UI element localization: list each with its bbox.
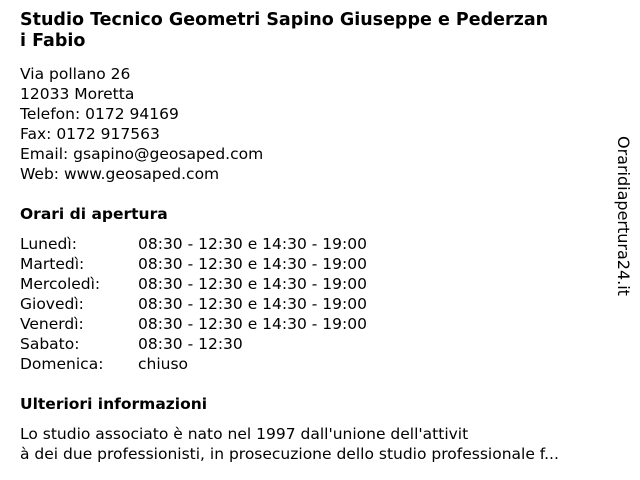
hours-time-value: chiuso — [138, 355, 189, 373]
fax-number: Fax: 0172 917563 — [20, 125, 160, 143]
hours-time-value: 08:30 - 12:30 e 14:30 - 19:00 — [138, 255, 367, 273]
site-watermark — [611, 136, 635, 316]
description-text — [20, 424, 628, 464]
city-address: 12033 Moretta — [20, 85, 135, 103]
hours-row-friday — [20, 314, 367, 334]
hours-row-monday — [20, 234, 367, 254]
business-title-line-1: Studio Tecnico Geometri Sapino Giuseppe e Pederzan — [20, 10, 549, 30]
hours-row-saturday — [20, 334, 367, 354]
contact-details — [20, 64, 263, 184]
hours-row-thursday — [20, 294, 367, 314]
business-title-line-2: i Fabio — [20, 31, 86, 51]
description-line-1: Lo studio associato è nato nel 1997 dall'unione dell'attivit — [20, 425, 469, 443]
email-address: Email: gsapino@geosaped.com — [20, 145, 264, 163]
opening-hours-heading: Orari di apertura — [20, 205, 168, 223]
hours-row-sunday — [20, 354, 367, 374]
hours-row-wednesday — [20, 274, 367, 294]
business-title — [20, 10, 620, 52]
hours-day-label: Lunedì: — [20, 235, 77, 253]
hours-day-label: Venerdì: — [20, 315, 84, 333]
hours-time-value: 08:30 - 12:30 e 14:30 - 19:00 — [138, 315, 367, 333]
phone-number: Telefon: 0172 94169 — [20, 105, 179, 123]
hours-time-value: 08:30 - 12:30 — [138, 335, 243, 353]
site-watermark-text: Oraridiapertura24.it — [614, 136, 633, 296]
hours-time-value: 08:30 - 12:30 e 14:30 - 19:00 — [138, 235, 367, 253]
hours-day-label: Domenica: — [20, 355, 104, 373]
website-address: Web: www.geosaped.com — [20, 165, 220, 183]
hours-row-tuesday — [20, 254, 367, 274]
hours-day-label: Martedì: — [20, 255, 85, 273]
hours-day-label: Mercoledì: — [20, 275, 101, 293]
hours-day-label: Giovedì: — [20, 295, 84, 313]
description-line-2: à dei due professionisti, in prosecuzione dello studio professionale f... — [20, 445, 559, 463]
hours-time-value: 08:30 - 12:30 e 14:30 - 19:00 — [138, 275, 367, 293]
hours-time-value: 08:30 - 12:30 e 14:30 - 19:00 — [138, 295, 367, 313]
opening-hours-table — [20, 234, 367, 374]
street-address: Via pollano 26 — [20, 65, 131, 83]
more-info-heading: Ulteriori informazioni — [20, 395, 208, 413]
hours-day-label: Sabato: — [20, 335, 80, 353]
